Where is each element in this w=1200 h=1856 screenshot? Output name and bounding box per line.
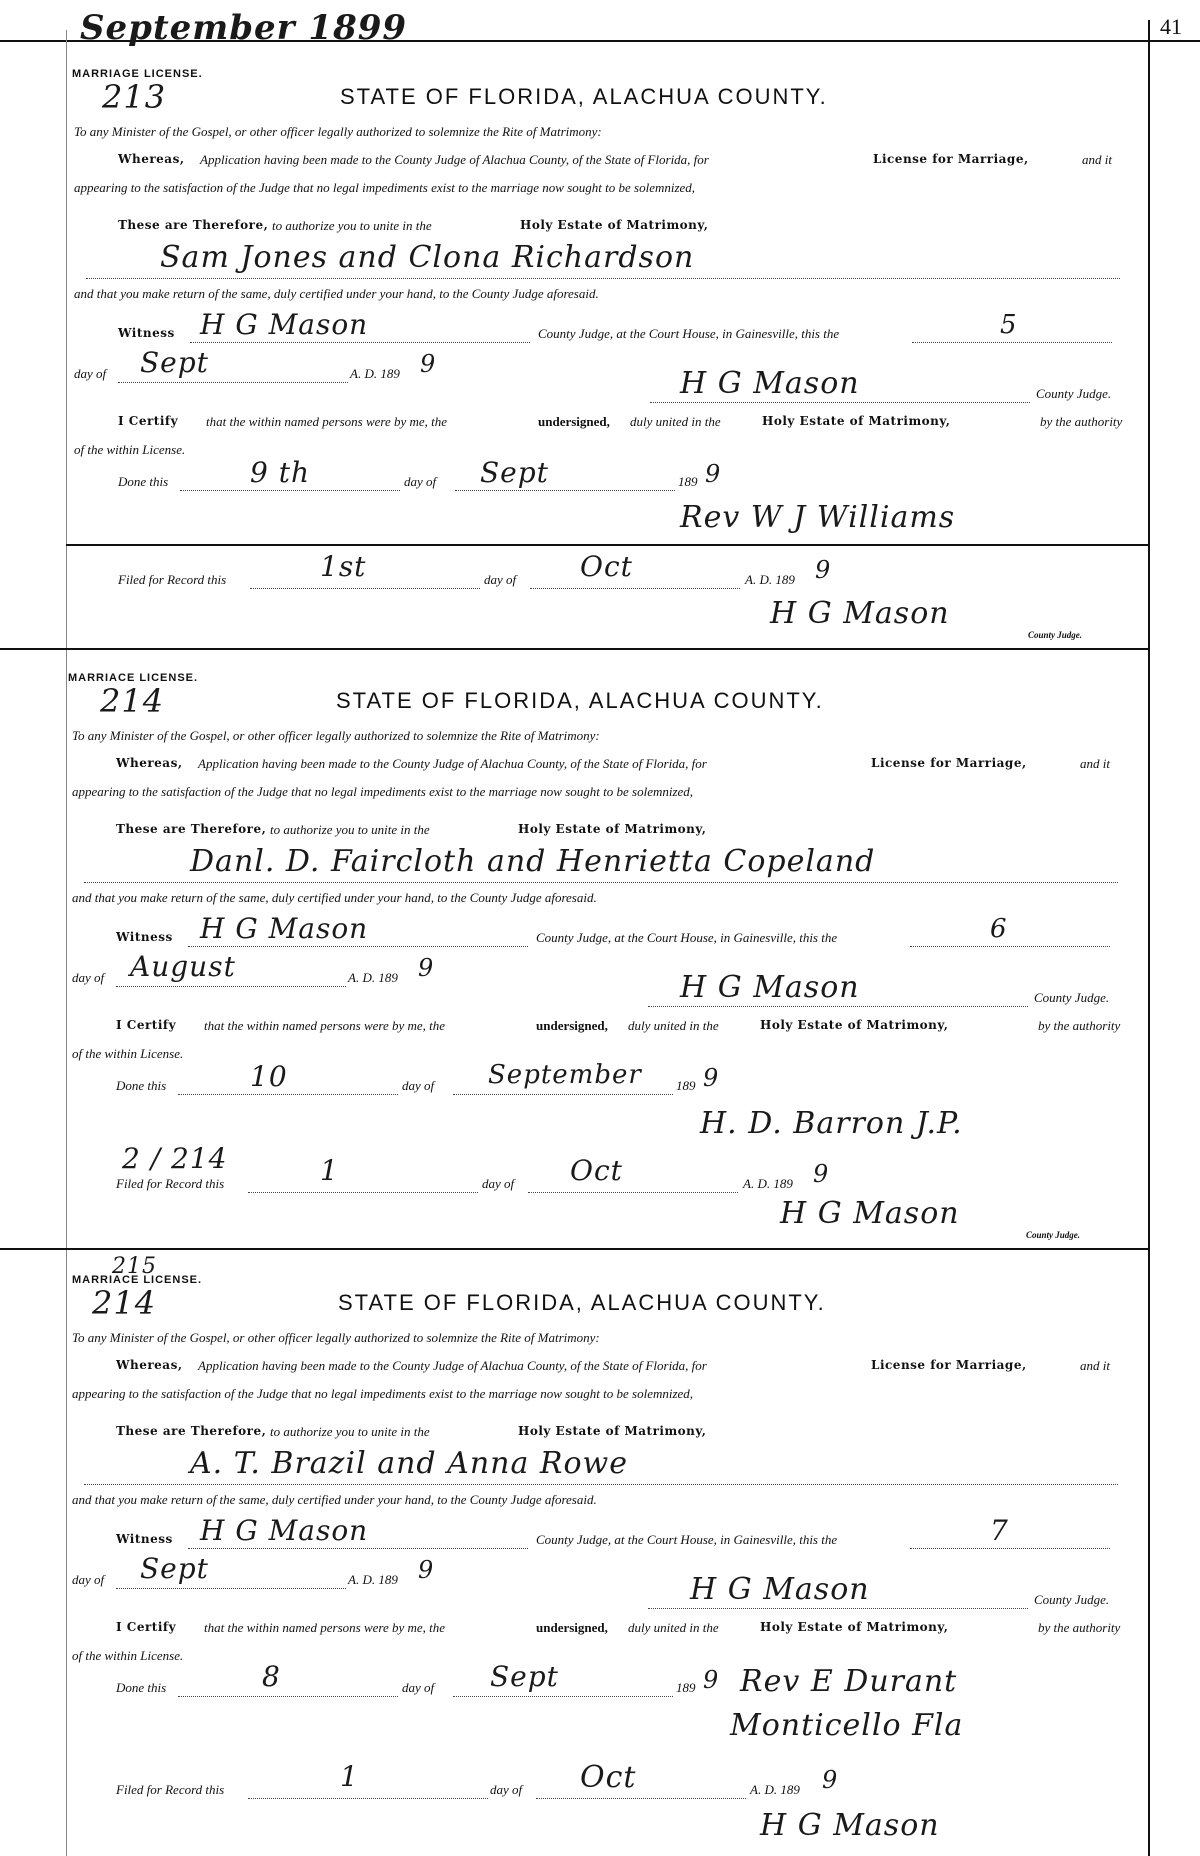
- form-line-satisfaction: appearing to the satisfaction of the Judge that no legal impediments exist to the marriage now sought to be solemnized,: [72, 784, 694, 799]
- form-line-authority: by the authority: [1040, 414, 1123, 429]
- day-dotted-line: [910, 946, 1110, 947]
- filed-year-digit: 9: [815, 556, 832, 584]
- holy-estate-label-2: Holy Estate of Matrimony,: [762, 414, 951, 428]
- form-line-and-it: and it: [1082, 152, 1112, 167]
- done-month-dotted-line: [453, 1696, 673, 1697]
- license-record-1: [0, 60, 1200, 650]
- filed-ad-label: A. D. 189: [745, 572, 795, 587]
- filed-label: Filed for Record this: [118, 572, 227, 587]
- holy-estate-label: Holy Estate of Matrimony,: [520, 218, 709, 232]
- filed-month-dotted-line: [536, 1798, 746, 1799]
- done-year-prefix: 189: [678, 474, 698, 489]
- officiant-signature: Rev E Durant: [740, 1664, 958, 1699]
- done-month-dotted-line: [455, 490, 675, 491]
- filed-judge-signature: H G Mason: [760, 1808, 940, 1843]
- certify-label: I Certify: [116, 1018, 177, 1032]
- names-dotted-line: [84, 1484, 1118, 1485]
- done-this-label: Done this: [116, 1680, 167, 1695]
- judge-dotted-line: [650, 402, 1030, 403]
- form-line-authorize: to authorize you to unite in the: [270, 1424, 430, 1439]
- these-are-therefore-label: These are Therefore,: [118, 218, 269, 232]
- form-line-within-named: that the within named persons were by me, the: [204, 1018, 446, 1033]
- witness-dotted-line: [190, 342, 530, 343]
- form-line-application: Application having been made to the County Judge of Alachua County, of the State of Florida, for: [198, 756, 707, 771]
- filed-day-of-label: day of: [482, 1176, 515, 1191]
- county-judge-label: County Judge.: [1036, 386, 1112, 401]
- county-judge-signature: H G Mason: [680, 366, 860, 401]
- county-judge-label: County Judge.: [1034, 1592, 1110, 1607]
- filed-label: Filed for Record this: [116, 1176, 225, 1191]
- filed-label: Filed for Record this: [116, 1782, 225, 1797]
- done-month: September: [488, 1060, 642, 1090]
- form-line-within-license: of the within License.: [74, 442, 186, 457]
- day-of-label: day of: [72, 1572, 105, 1587]
- month-dotted-line: [116, 1588, 346, 1589]
- undersigned-label: undersigned,: [538, 414, 610, 429]
- filed-day-dotted-line: [248, 1798, 488, 1799]
- filed-judge-signature: H G Mason: [770, 596, 950, 631]
- done-year-digit: 9: [703, 1064, 720, 1092]
- done-month-dotted-line: [453, 1094, 673, 1095]
- license-number: 214: [92, 1284, 157, 1322]
- done-year-digit: 9: [703, 1666, 720, 1694]
- ad-label: A. D. 189: [348, 1572, 398, 1587]
- license-year-digit: 9: [418, 954, 435, 982]
- certify-label: I Certify: [116, 1620, 177, 1634]
- judge-dotted-line: [648, 1006, 1028, 1007]
- witness-label: Witness: [118, 326, 175, 340]
- done-month: Sept: [490, 1660, 559, 1693]
- license-for-marriage-label: License for Marriage,: [871, 1358, 1027, 1372]
- filed-year-digit: 9: [822, 1766, 839, 1794]
- form-line-return: and that you make return of the same, duly certified under your hand, to the County Judge aforesaid.: [72, 890, 597, 905]
- witness-label: Witness: [116, 930, 173, 944]
- filed-ad-label: A. D. 189: [750, 1782, 800, 1797]
- done-day-of-label: day of: [404, 474, 437, 489]
- filed-ad-label: A. D. 189: [743, 1176, 793, 1191]
- form-line-and-it: and it: [1080, 756, 1110, 771]
- whereas-label: Whereas,: [116, 1358, 183, 1372]
- license-heading: MARRIAGE LICENSE.: [72, 68, 203, 80]
- form-line-and-it: and it: [1080, 1358, 1110, 1373]
- license-day: 7: [990, 1514, 1009, 1547]
- these-are-therefore-label: These are Therefore,: [116, 1424, 267, 1438]
- done-year-digit: 9: [705, 460, 722, 488]
- filed-month: Oct: [570, 1154, 623, 1187]
- day-dotted-line: [910, 1548, 1110, 1549]
- undersigned-label: undersigned,: [536, 1018, 608, 1033]
- license-year-digit: 9: [420, 350, 437, 378]
- license-month: August: [130, 950, 236, 983]
- done-day: 8: [262, 1660, 281, 1693]
- these-are-therefore-label: These are Therefore,: [116, 822, 267, 836]
- form-line-minister: To any Minister of the Gospel, or other officer legally authorized to solemnize the Rite of Matrimony:: [72, 728, 600, 743]
- officiant-location: Monticello Fla: [730, 1708, 964, 1743]
- license-record-3: [0, 1254, 1200, 1856]
- witness-label: Witness: [116, 1532, 173, 1546]
- filed-month-dotted-line: [530, 588, 740, 589]
- holy-estate-label: Holy Estate of Matrimony,: [518, 822, 707, 836]
- form-line-application: Application having been made to the County Judge of Alachua County, of the State of Florida, for: [198, 1358, 707, 1373]
- done-day-dotted-line: [178, 1094, 398, 1095]
- couple-names: Danl. D. Faircloth and Henrietta Copeland: [190, 844, 876, 879]
- ad-label: A. D. 189: [348, 970, 398, 985]
- form-line-return: and that you make return of the same, duly certified under your hand, to the County Judge aforesaid.: [74, 286, 599, 301]
- done-year-prefix: 189: [676, 1078, 696, 1093]
- filed-day: 1: [340, 1760, 359, 1793]
- license-day: 5: [1000, 310, 1018, 340]
- form-line-return: and that you make return of the same, duly certified under your hand, to the County Judge aforesaid.: [72, 1492, 597, 1507]
- form-line-county-judge: County Judge, at the Court House, in Gainesville, this the: [536, 1532, 838, 1547]
- form-line-within-named: that the within named persons were by me, the: [206, 414, 448, 429]
- witness-judge-signature: H G Mason: [200, 308, 369, 341]
- whereas-label: Whereas,: [116, 756, 183, 770]
- done-day-of-label: day of: [402, 1078, 435, 1093]
- county-judge-label: County Judge.: [1034, 990, 1110, 1005]
- filed-day: 1: [320, 1154, 339, 1187]
- filed-month-dotted-line: [528, 1192, 738, 1193]
- form-title: STATE OF FLORIDA, ALACHUA COUNTY.: [340, 84, 828, 109]
- witness-judge-signature: H G Mason: [200, 1514, 369, 1547]
- county-judge-small-label: County Judge.: [1026, 1230, 1081, 1240]
- county-judge-small-label: County Judge.: [1028, 630, 1083, 640]
- filed-day-of-label: day of: [490, 1782, 523, 1797]
- margin-license-note: 2 / 214: [122, 1142, 228, 1175]
- license-for-marriage-label: License for Marriage,: [873, 152, 1029, 166]
- form-line-authorize: to authorize you to unite in the: [272, 218, 432, 233]
- form-line-county-judge: County Judge, at the Court House, in Gainesville, this the: [536, 930, 838, 945]
- license-month: Sept: [140, 346, 209, 379]
- filed-year-digit: 9: [813, 1160, 830, 1188]
- license-year-digit: 9: [418, 1556, 435, 1584]
- filed-day-of-label: day of: [484, 572, 517, 587]
- names-dotted-line: [86, 278, 1120, 279]
- names-dotted-line: [84, 882, 1118, 883]
- done-day-dotted-line: [178, 1696, 398, 1697]
- filed-judge-signature: H G Mason: [780, 1196, 960, 1231]
- form-line-county-judge: County Judge, at the Court House, in Gainesville, this the: [538, 326, 840, 341]
- holy-estate-label: Holy Estate of Matrimony,: [518, 1424, 707, 1438]
- form-line-within-license: of the within License.: [72, 1046, 184, 1061]
- done-day-of-label: day of: [402, 1680, 435, 1695]
- section-divider: [0, 1248, 1148, 1250]
- section-divider: [0, 648, 1148, 650]
- witness-dotted-line: [188, 946, 528, 947]
- license-heading: MARRIACE LICENSE.: [68, 672, 199, 684]
- form-line-authority: by the authority: [1038, 1018, 1121, 1033]
- form-line-authority: by the authority: [1038, 1620, 1121, 1635]
- day-of-label: day of: [74, 366, 107, 381]
- form-line-application: Application having been made to the County Judge of Alachua County, of the State of Florida, for: [200, 152, 709, 167]
- filed-day: 1st: [320, 550, 367, 583]
- license-number: 213: [102, 78, 167, 116]
- holy-estate-label-2: Holy Estate of Matrimony,: [760, 1620, 949, 1634]
- form-title: STATE OF FLORIDA, ALACHUA COUNTY.: [338, 1290, 826, 1315]
- county-judge-signature: H G Mason: [680, 970, 860, 1005]
- done-month: Sept: [480, 456, 549, 489]
- header-month-year: September 1899: [80, 8, 408, 48]
- ad-label: A. D. 189: [350, 366, 400, 381]
- done-day: 10: [250, 1060, 288, 1093]
- form-line-satisfaction: appearing to the satisfaction of the Judge that no legal impediments exist to the marriage now sought to be solemnized,: [74, 180, 696, 195]
- form-line-satisfaction: appearing to the satisfaction of the Judge that no legal impediments exist to the marriage now sought to be solemnized,: [72, 1386, 694, 1401]
- month-dotted-line: [118, 382, 348, 383]
- whereas-label: Whereas,: [118, 152, 185, 166]
- license-record-2: [0, 660, 1200, 1250]
- holy-estate-label-2: Holy Estate of Matrimony,: [760, 1018, 949, 1032]
- filed-month: Oct: [580, 1760, 637, 1795]
- done-day: 9 th: [250, 456, 310, 489]
- couple-names: Sam Jones and Clona Richardson: [160, 240, 695, 275]
- month-dotted-line: [116, 986, 346, 987]
- witness-judge-signature: H G Mason: [200, 912, 369, 945]
- page-number: 41: [1160, 14, 1182, 39]
- form-line-duly-united: duly united in the: [628, 1620, 719, 1635]
- filed-month: Oct: [580, 550, 633, 583]
- license-number: 214: [100, 682, 165, 720]
- license-heading: MARRIACE LICENSE.: [72, 1274, 203, 1286]
- form-line-duly-united: duly united in the: [630, 414, 721, 429]
- license-month: Sept: [140, 1552, 209, 1585]
- done-this-label: Done this: [118, 474, 169, 489]
- filed-separator: [66, 544, 1148, 546]
- form-line-minister: To any Minister of the Gospel, or other officer legally authorized to solemnize the Rite of Matrimony:: [74, 124, 602, 139]
- form-line-duly-united: duly united in the: [628, 1018, 719, 1033]
- day-dotted-line: [912, 342, 1112, 343]
- officiant-signature: H. D. Barron J.P.: [700, 1106, 963, 1141]
- form-title: STATE OF FLORIDA, ALACHUA COUNTY.: [336, 688, 824, 713]
- form-line-minister: To any Minister of the Gospel, or other officer legally authorized to solemnize the Rite of Matrimony:: [72, 1330, 600, 1345]
- form-line-within-named: that the within named persons were by me, the: [204, 1620, 446, 1635]
- day-of-label: day of: [72, 970, 105, 985]
- form-line-within-license: of the within License.: [72, 1648, 184, 1663]
- judge-dotted-line: [648, 1608, 1028, 1609]
- certify-label: I Certify: [118, 414, 179, 428]
- undersigned-label: undersigned,: [536, 1620, 608, 1635]
- county-judge-signature: H G Mason: [690, 1572, 870, 1607]
- filed-day-dotted-line: [250, 588, 480, 589]
- witness-dotted-line: [188, 1548, 528, 1549]
- officiant-signature: Rev W J Williams: [680, 500, 956, 535]
- done-year-prefix: 189: [676, 1680, 696, 1695]
- license-number-overwrite: 215: [112, 1254, 157, 1279]
- filed-day-dotted-line: [248, 1192, 478, 1193]
- license-for-marriage-label: License for Marriage,: [871, 756, 1027, 770]
- done-day-dotted-line: [180, 490, 400, 491]
- license-day: 6: [990, 914, 1008, 944]
- form-line-authorize: to authorize you to unite in the: [270, 822, 430, 837]
- couple-names: A. T. Brazil and Anna Rowe: [190, 1446, 628, 1481]
- done-this-label: Done this: [116, 1078, 167, 1093]
